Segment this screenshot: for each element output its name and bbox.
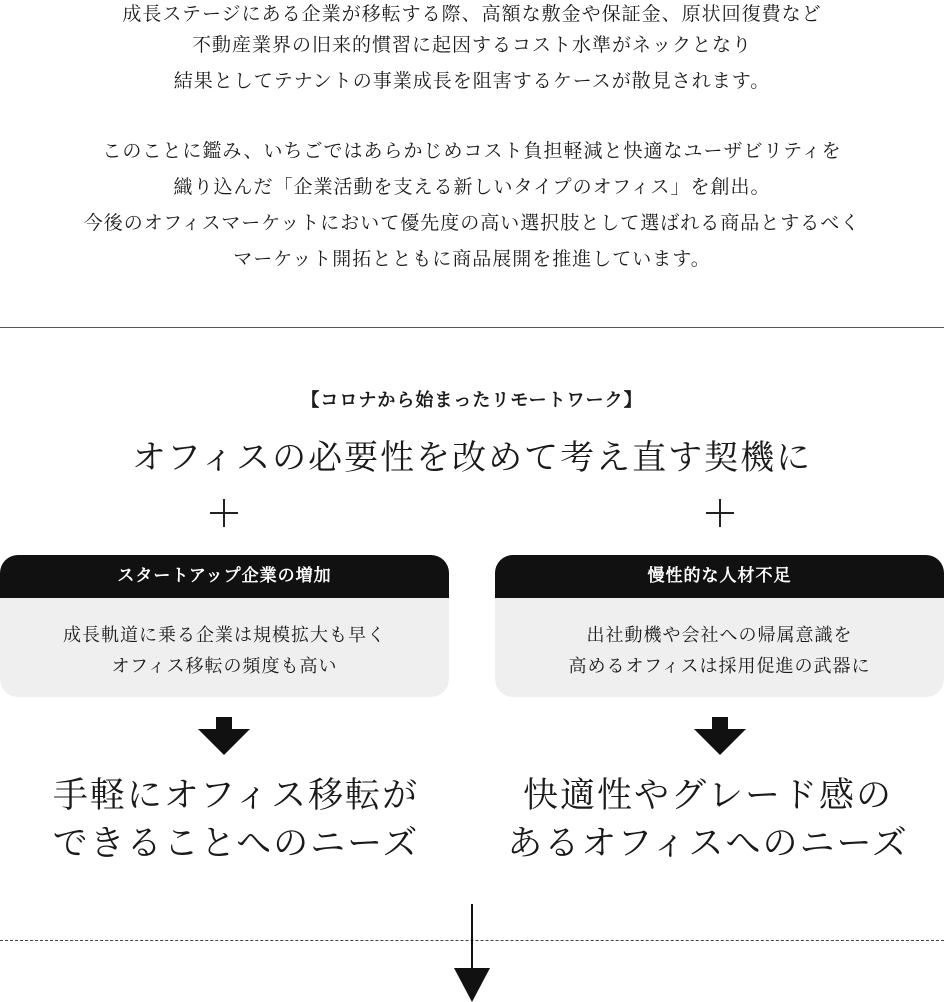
startup-card [0, 555, 449, 697]
section-headline: オフィスの必要性を改めて考え直す契機に [131, 438, 813, 478]
card-body-line: 成長軌道に乗る企業は規模拡大も早く [63, 625, 386, 646]
paragraph-gap [0, 102, 944, 136]
card-title: 慢性的な人材不足 [495, 555, 944, 598]
card-body [0, 598, 449, 682]
need-talent [472, 772, 944, 868]
card-body-line: 出社動機や会社への帰属意識を [586, 625, 853, 646]
plus-icon [204, 493, 244, 533]
long-down-arrow-icon [452, 904, 492, 1002]
card-body [495, 598, 944, 682]
down-arrow-icon [198, 717, 250, 757]
card-title: スタートアップ企業の増加 [0, 555, 449, 598]
intro-line: 成長ステージにある企業が移転する際、高額な敷金や保証金、原状回復費など [122, 3, 822, 25]
intro-line: 不動産業界の旧来的慣習に起因するコスト水準がネックとなり [191, 34, 752, 56]
plus-icon [700, 493, 740, 533]
intro-line: このことに鑑み、いちごではあらかじめコスト負担軽減と快適なユーザビリティを [102, 140, 842, 162]
card-body-line: オフィス移転の頻度も高い [111, 656, 338, 677]
intro-line: マーケット開拓とともに商品展開を推進しています。 [233, 248, 711, 270]
need-line: 手軽にオフィス移転が [52, 776, 420, 816]
intro-line: 織り込んだ「企業活動を支える新しいタイプのオフィス」を創出。 [173, 176, 771, 198]
need-line: できることへのニーズ [52, 824, 420, 864]
talent-card [495, 555, 944, 697]
section-divider [0, 327, 944, 328]
section-label: 【コロナから始まったリモートワーク】 [301, 390, 643, 411]
intro-line: 結果としてテナントの事業成長を阻害するケースが散見されます。 [173, 70, 771, 92]
need-line: あるオフィスへのニーズ [507, 824, 909, 864]
intro-line: 今後のオフィスマーケットにおいて優先度の高い選択肢として選ばれる商品とするべく [83, 212, 861, 234]
down-arrow-icon [694, 717, 746, 757]
intro-text [0, 0, 944, 280]
card-body-line: 高めるオフィスは採用促進の武器に [568, 656, 871, 677]
need-startup [0, 772, 472, 868]
need-line: 快適性やグレード感の [522, 776, 893, 816]
